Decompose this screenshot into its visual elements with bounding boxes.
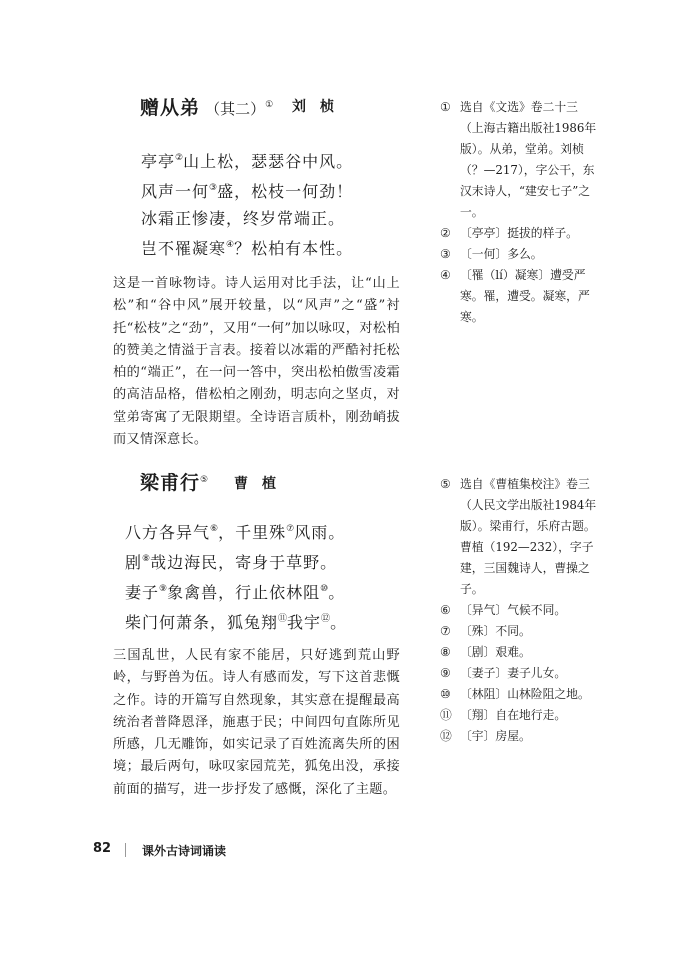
poem2-notes bbox=[440, 474, 598, 747]
poem2-heading bbox=[140, 468, 208, 495]
poem1-line-2: 风声一何③盛，松枝一何劲！ bbox=[141, 182, 354, 201]
poem1-note-3: ③ 〔一何〕多么。 bbox=[440, 247, 543, 261]
poem2-line-1: 八方各异气⑥，千里殊⑦风雨。 bbox=[125, 523, 346, 542]
poem2-line-3: 妻子⑨象禽兽，行止依林阻⑩。 bbox=[125, 583, 346, 602]
poem1-subtitle: （其二） bbox=[205, 100, 266, 118]
poem2-note-6: ⑥ 〔异气〕气候不同。 bbox=[440, 603, 567, 617]
poem1-note-1: ① 选自《文选》卷二十三（上海古籍出版社1986年版）。从弟，堂弟。刘桢（？—217），字公干，东汉末诗人，“建安七子”之一。 bbox=[440, 100, 597, 219]
poem2-line-2: 剧⑧哉边海民，寄身于草野。 bbox=[125, 553, 338, 572]
footer-section-title: 课外古诗词诵读 bbox=[142, 844, 227, 858]
poem1-notes bbox=[440, 97, 598, 328]
poem1-line-3: 冰霜正惨凄，终岁常端正。 bbox=[141, 209, 346, 228]
poem2-note-8: ⑧ 〔剧〕艰难。 bbox=[440, 645, 531, 659]
poem1-line-4: 岂不罹凝寒④？松柏有本性。 bbox=[141, 239, 354, 258]
poem2-note-12: ⑫ 〔宇〕房屋。 bbox=[440, 729, 531, 743]
footer-divider bbox=[125, 843, 126, 857]
poem2-title-note-marker: ⑤ bbox=[200, 475, 209, 485]
page-number: 82 bbox=[93, 841, 112, 856]
poem1-author: 刘桢 bbox=[292, 99, 348, 115]
poem2-note-5: ⑤ 选自《曹植集校注》卷三（人民文学出版社1984年版）。梁甫行，乐府古题。曹植（192—232），字子建，三国魏诗人，曹操之子。 bbox=[440, 477, 597, 596]
poem2-note-7: ⑦ 〔殊〕不同。 bbox=[440, 624, 531, 638]
poem2-commentary: 三国乱世，人民有家不能居，只好逃到荒山野岭，与野兽为伍。诗人有感而发，写下这首悲慨之作。诗的开篇写自然现象，其实意在提醒最高统治者普降恩泽，施惠于民；中间四句直陈所见所感，几无雕饰，如实记录了百姓流离失所的困境；最后两句，咏叹家园荒芜，狐兔出没，承接前面的描写，进一步抒发了感慨，深化了主题。 bbox=[113, 648, 400, 797]
poem1-title: 赠从弟 bbox=[140, 97, 201, 119]
poem2-note-10: ⑩ 〔林阻〕山林险阻之地。 bbox=[440, 687, 590, 701]
poem1-commentary: 这是一首咏物诗。诗人运用对比手法，让“山上松”和“谷中风”展开较量，以“风声”之“盛”衬托“松枝”之“劲”，又用“一何”加以咏叹，对松柏的赞美之情溢于言表。接着以冰霜的严酷衬托松柏的“端正”，在一问一答中，突出松柏傲雪凌霜的高洁品格，借松柏之刚劲，明志向之坚贞，对堂弟寄寓了无限期望。全诗语言质朴，刚劲峭拔而又情深意长。 bbox=[113, 276, 400, 448]
poem1-verses bbox=[141, 145, 353, 262]
poem1-heading bbox=[140, 93, 273, 120]
poem2-verses bbox=[125, 516, 347, 636]
poem1-note-4: ④ 〔罹（lí）凝寒〕遭受严寒。罹，遭受。凝寒，严寒。 bbox=[440, 268, 590, 324]
poem2-line-4: 柴门何萧条，狐兔翔⑪我宇⑫。 bbox=[125, 613, 348, 632]
poem1-note-2: ② 〔亭亭〕挺拔的样子。 bbox=[440, 226, 578, 240]
poem2-note-11: ⑪ 〔翔〕自在地行走。 bbox=[440, 708, 567, 722]
poem2-title: 梁甫行 bbox=[140, 472, 201, 494]
poem1-line-1: 亭亭②山上松，瑟瑟谷中风。 bbox=[141, 152, 354, 171]
poem1-title-note-marker: ① bbox=[265, 100, 274, 110]
poem2-note-9: ⑨ 〔妻子〕妻子儿女。 bbox=[440, 666, 567, 680]
poem2-author: 曹植 bbox=[234, 476, 290, 492]
